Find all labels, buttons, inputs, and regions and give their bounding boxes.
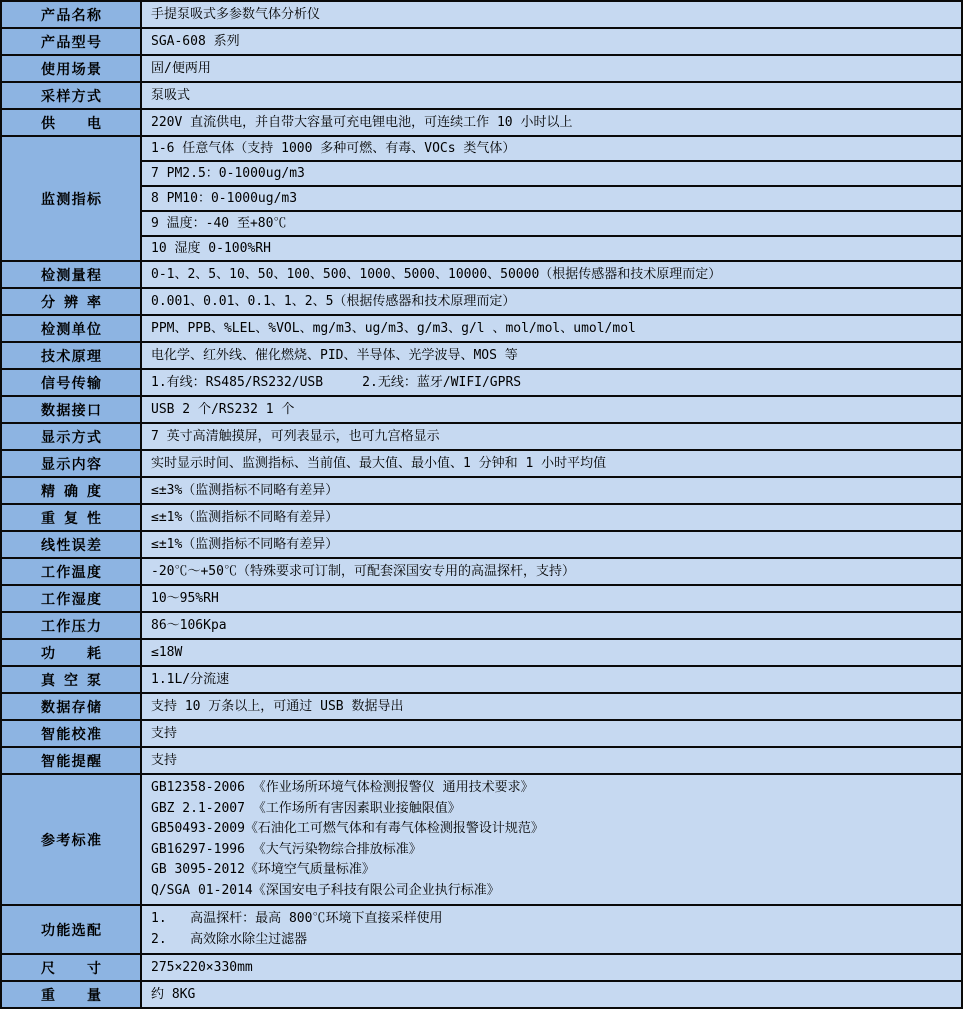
spec-row-value: 支持 (141, 747, 962, 774)
spec-row-value: 0.001、0.01、0.1、1、2、5（根据传感器和技术原理而定） (141, 288, 962, 315)
spec-row-label (1, 693, 141, 720)
spec-row (1, 747, 962, 774)
spec-row-label (1, 905, 141, 954)
spec-row-value: 275×220×330mm (141, 954, 962, 981)
spec-row-label-text: 供电 (41, 114, 101, 131)
spec-row (1, 450, 962, 477)
spec-row (1, 136, 962, 161)
spec-row-value: 7 英寸高清触摸屏，可列表显示，也可九宫格显示 (141, 423, 962, 450)
spec-row-label (1, 315, 141, 342)
spec-value-line: GB 3095-2012《环境空气质量标准》 (151, 862, 375, 877)
spec-row-value: ≤±3%（监测指标不同略有差异） (141, 477, 962, 504)
spec-row (1, 369, 962, 396)
spec-value-line: 1. 高温探杆：最高 800℃环境下直接采样使用 (151, 911, 443, 926)
spec-value-line: Q/SGA 01-2014《深国安电子科技有限公司企业执行标准》 (151, 882, 500, 898)
spec-row (1, 288, 962, 315)
spec-row-label (1, 450, 141, 477)
spec-row (1, 585, 962, 612)
spec-table-body (1, 1, 962, 1008)
spec-row (1, 477, 962, 504)
spec-row-label-text: 显示方式 (41, 428, 101, 445)
spec-row (1, 55, 962, 82)
spec-row (1, 954, 962, 981)
spec-row-value: 约 8KG (141, 981, 962, 1008)
spec-row-label (1, 1, 141, 28)
spec-row-label-text: 线性误差 (41, 536, 101, 553)
spec-row-value: PPM、PPB、%LEL、%VOL、mg/m3、ug/m3、g/m3、g/l 、mol/mol、umol/mol (141, 315, 962, 342)
spec-row (1, 1, 962, 28)
spec-row-label (1, 55, 141, 82)
spec-row-label-text: 数据接口 (41, 401, 101, 418)
spec-row-value: 1.1L/分流速 (141, 666, 962, 693)
spec-row-label (1, 396, 141, 423)
spec-row (1, 612, 962, 639)
spec-row-value: 86～106Kpa (141, 612, 962, 639)
spec-row (1, 161, 962, 186)
spec-row-label-text: 重复性 (41, 509, 101, 526)
spec-row-value (141, 774, 962, 905)
spec-row (1, 504, 962, 531)
spec-row-label-text: 智能提醒 (41, 752, 101, 769)
spec-value-line: GB50493-2009《石油化工可燃气体和有毒气体检测报警设计规范》 (151, 821, 544, 836)
spec-row-label-text: 监测指标 (41, 190, 101, 207)
spec-row-label-text: 真空泵 (41, 671, 101, 688)
spec-value-line: 2. 高效除水除尘过滤器 (151, 931, 308, 947)
spec-row-label (1, 423, 141, 450)
spec-row-value: 固/便两用 (141, 55, 962, 82)
spec-row-value: 0-1、2、5、10、50、100、500、1000、5000、10000、50000（根据传感器和技术原理而定） (141, 261, 962, 288)
spec-row (1, 558, 962, 585)
spec-row-label-text: 显示内容 (41, 455, 101, 472)
spec-row-label-text: 数据存储 (41, 698, 101, 715)
spec-row (1, 639, 962, 666)
spec-row-label-text: 信号传输 (41, 374, 101, 391)
spec-row-value: USB 2 个/RS232 1 个 (141, 396, 962, 423)
spec-row (1, 720, 962, 747)
spec-row (1, 28, 962, 55)
spec-row-label (1, 109, 141, 136)
spec-row (1, 186, 962, 211)
spec-row (1, 693, 962, 720)
spec-row-label (1, 28, 141, 55)
spec-row-label (1, 82, 141, 109)
spec-row-label (1, 504, 141, 531)
spec-row-label-text: 功耗 (41, 644, 101, 661)
spec-row-value: SGA-608 系列 (141, 28, 962, 55)
spec-row (1, 905, 962, 954)
spec-row-label (1, 747, 141, 774)
spec-row (1, 531, 962, 558)
spec-row-label-text: 功能选配 (41, 921, 101, 938)
spec-row-label-text: 工作温度 (41, 563, 101, 580)
spec-row-value: 1-6 任意气体（支持 1000 多种可燃、有毒、VOCs 类气体） (141, 136, 962, 161)
spec-row-label-text: 工作湿度 (41, 590, 101, 607)
spec-row-value: 220V 直流供电，并自带大容量可充电锂电池，可连续工作 10 小时以上 (141, 109, 962, 136)
spec-row-label (1, 585, 141, 612)
spec-row-value: 10 湿度 0-100%RH (141, 236, 962, 261)
spec-row-value: 9 温度：-40 至+80℃ (141, 211, 962, 236)
spec-row-value: 手提泵吸式多参数气体分析仪 (141, 1, 962, 28)
spec-row-label-text: 参考标准 (41, 831, 101, 848)
spec-row-label-text: 精确度 (41, 482, 101, 499)
spec-row (1, 211, 962, 236)
spec-row-label (1, 981, 141, 1008)
spec-row-value: 1.有线：RS485/RS232/USB 2.无线：蓝牙/WIFI/GPRS (141, 369, 962, 396)
spec-row-value: 7 PM2.5：0-1000ug/m3 (141, 161, 962, 186)
spec-value-line: GB16297-1996 《大气污染物综合排放标准》 (151, 841, 422, 857)
spec-row-label (1, 954, 141, 981)
spec-row-value: 10～95%RH (141, 585, 962, 612)
spec-row-label (1, 261, 141, 288)
spec-row (1, 342, 962, 369)
spec-row-label (1, 774, 141, 905)
spec-row-value: ≤±1%（监测指标不同略有差异） (141, 531, 962, 558)
spec-row-label (1, 369, 141, 396)
spec-row-value (141, 905, 962, 954)
spec-row (1, 82, 962, 109)
spec-row-label (1, 288, 141, 315)
spec-row-label-text: 检测单位 (41, 320, 101, 337)
spec-row-label (1, 612, 141, 639)
spec-row-value: 实时显示时间、监测指标、当前值、最大值、最小值、1 分钟和 1 小时平均值 (141, 450, 962, 477)
spec-row-value: 电化学、红外线、催化燃烧、PID、半导体、光学波导、MOS 等 (141, 342, 962, 369)
spec-row-value: 支持 10 万条以上，可通过 USB 数据导出 (141, 693, 962, 720)
spec-row-label (1, 666, 141, 693)
spec-row-label (1, 531, 141, 558)
spec-row-value: 泵吸式 (141, 82, 962, 109)
spec-row-label-text: 使用场景 (41, 60, 101, 77)
spec-value-line: GB12358-2006 《作业场所环境气体检测报警仪 通用技术要求》 (151, 780, 534, 795)
spec-row (1, 396, 962, 423)
spec-row-label-text: 技术原理 (41, 347, 101, 364)
spec-row (1, 774, 962, 905)
spec-row-value: ≤18W (141, 639, 962, 666)
spec-row (1, 666, 962, 693)
spec-row-label-text: 尺寸 (41, 959, 101, 976)
spec-row-label (1, 477, 141, 504)
spec-row-label (1, 639, 141, 666)
spec-row-label-text: 工作压力 (41, 617, 101, 634)
spec-row (1, 315, 962, 342)
spec-row (1, 109, 962, 136)
spec-row-value: ≤±1%（监测指标不同略有差异） (141, 504, 962, 531)
spec-row (1, 981, 962, 1008)
spec-row-label-text: 检测量程 (41, 266, 101, 283)
spec-row-label-text: 产品型号 (41, 33, 101, 50)
spec-row-label (1, 136, 141, 261)
spec-row-label-text: 采样方式 (41, 87, 101, 104)
spec-row-label (1, 720, 141, 747)
spec-row-value: -20℃～+50℃（特殊要求可订制，可配套深国安专用的高温探杆，支持） (141, 558, 962, 585)
spec-value-line: GBZ 2.1-2007 《工作场所有害因素职业接触限值》 (151, 800, 461, 816)
spec-row-label-text: 分辨率 (41, 293, 101, 310)
spec-row-value: 支持 (141, 720, 962, 747)
spec-row (1, 261, 962, 288)
spec-row-label-text: 重量 (41, 986, 101, 1003)
spec-row-label-text: 智能校准 (41, 725, 101, 742)
spec-row (1, 423, 962, 450)
spec-row (1, 236, 962, 261)
spec-row-label-text: 产品名称 (41, 6, 101, 23)
spec-row-value: 8 PM10：0-1000ug/m3 (141, 186, 962, 211)
spec-row-label (1, 342, 141, 369)
spec-row-label (1, 558, 141, 585)
